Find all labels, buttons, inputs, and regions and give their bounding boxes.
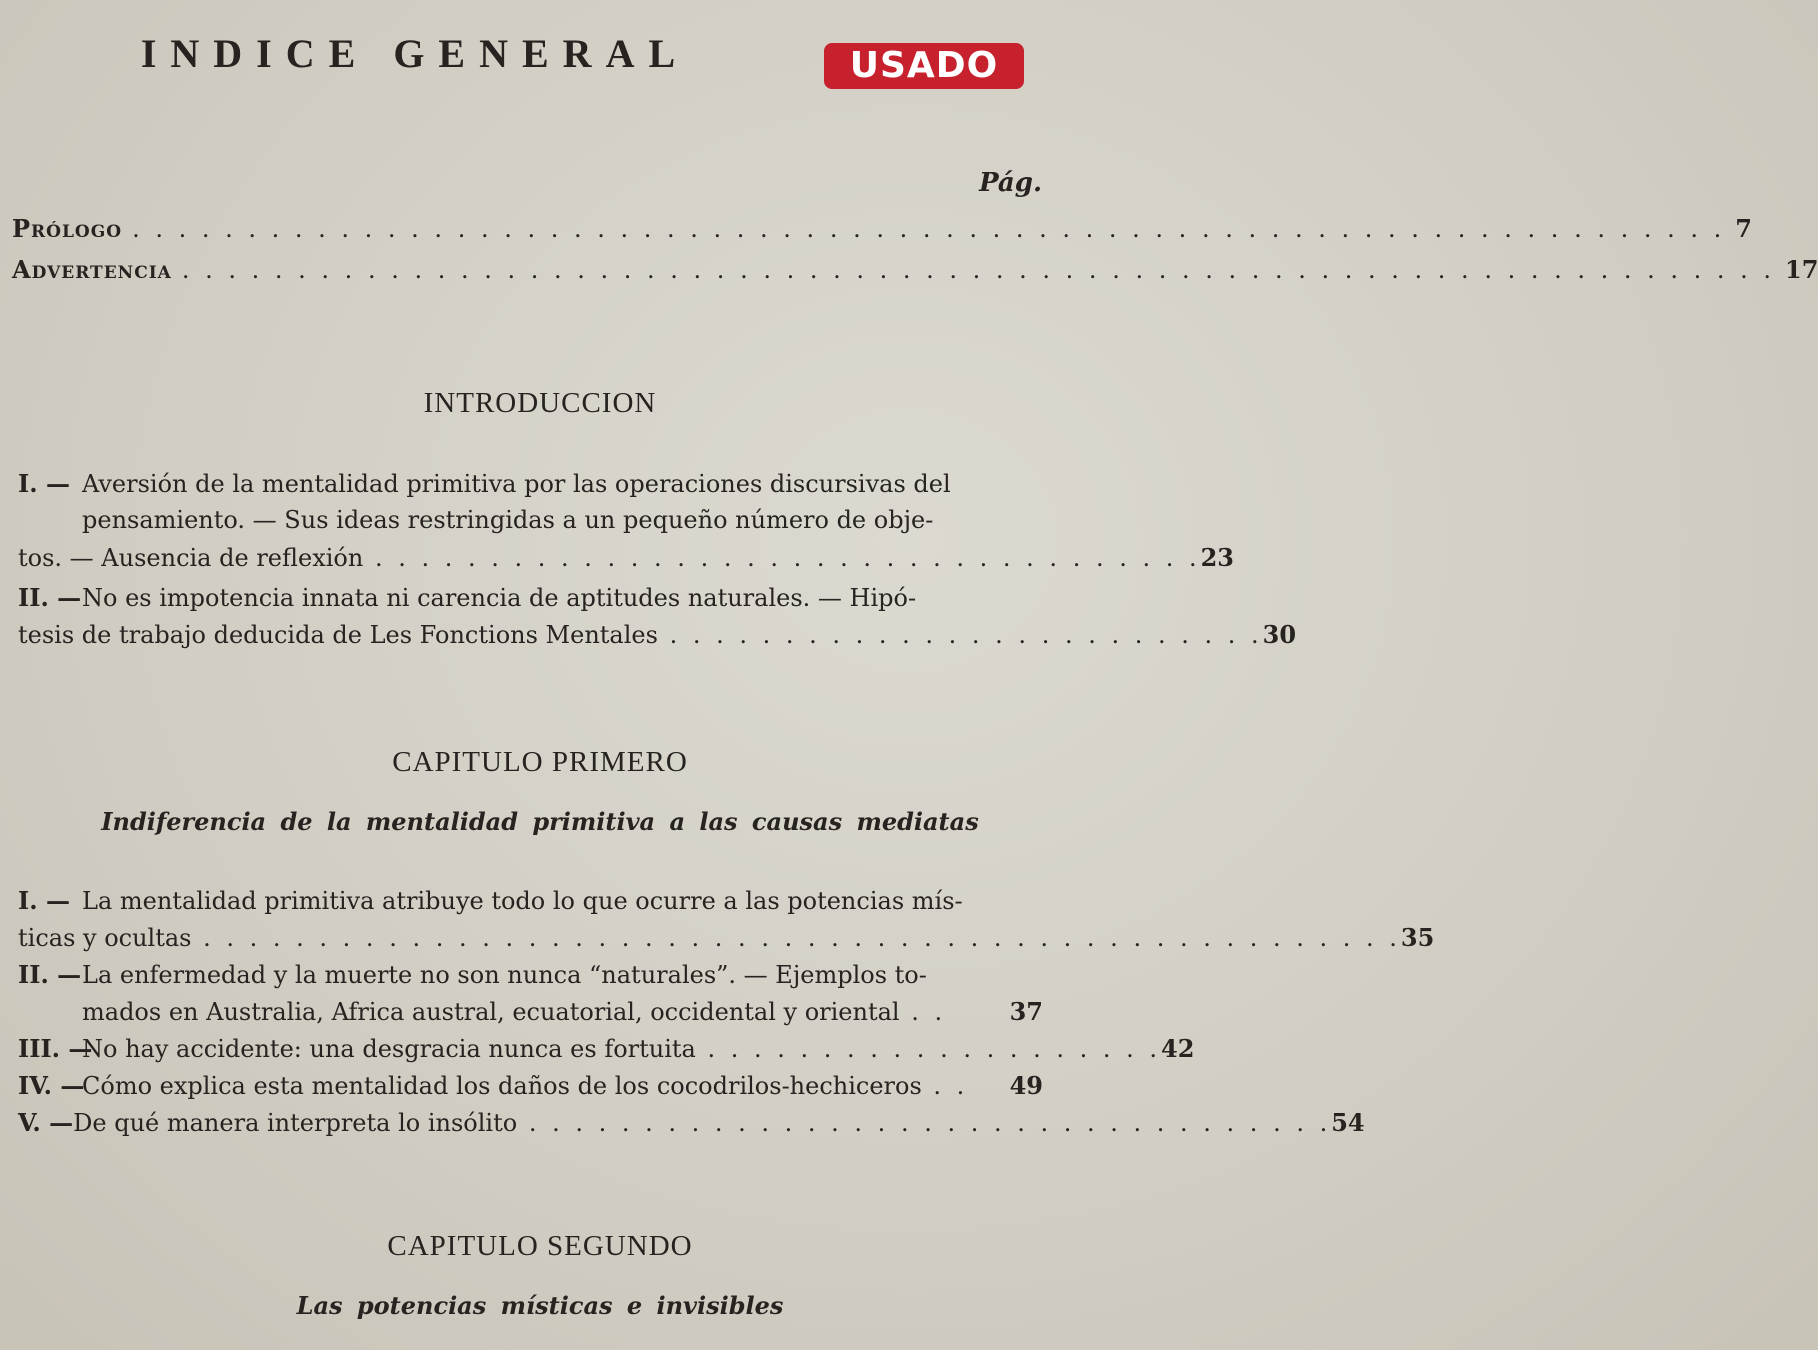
leader-dots: . . . . . . . . . . . . . . . . . . . . . . . . . . . . . . . . . . . [517, 1109, 1332, 1137]
entry-number: II. — [18, 583, 82, 612]
toc-entry [18, 1108, 1365, 1145]
leader-dots: . . [899, 998, 947, 1026]
toc-entry [18, 886, 1435, 960]
entry-text: No es impotencia innata ni carencia de aptitudes naturales. — Hipó- [82, 584, 917, 612]
entry-text: tesis de trabajo deducida de Les Fonctions Mentales [18, 621, 658, 649]
entry-page: 23 [1200, 543, 1235, 572]
entry-number: IV. — [18, 1071, 85, 1100]
entry-text: No hay accidente: una desgracia nunca es fortuita [82, 1035, 696, 1063]
section-heading-capitulo-primero: CAPITULO PRIMERO [392, 746, 688, 778]
toc-entry [18, 960, 1043, 1034]
entry-text: De qué manera interpreta lo insólito [73, 1109, 518, 1137]
entry-text: Cómo explica esta mentalidad los daños de los cocodrilos-hechiceros [82, 1072, 922, 1100]
toc-entry [18, 469, 1235, 580]
leader-dots: . . [921, 1072, 969, 1100]
entry-text: La mentalidad primitiva atribuye todo lo que ocurre a las potencias mís- [82, 887, 963, 915]
entry-page: 37 [1009, 997, 1043, 1026]
entry-text: mados en Australia, Africa austral, ecuatorial, occidental y oriental [82, 998, 900, 1026]
entry-text: ticas y ocultas [18, 924, 192, 952]
entry-text: La enfermedad y la muerte no son nunca “naturales”. — Ejemplos to- [82, 961, 927, 989]
chapter-subtitle: Indiferencia de la mentalidad primitiva a las causas mediatas [101, 807, 979, 836]
leader-dots: . . . . . . . . . . . . . . . . . . . . . . . . . . . . . . . . . . . . . . . . . . . . . . . . . . . . . . . . . . . . . . . . . . . . . [132, 215, 1726, 243]
entry-page: 30 [1262, 620, 1297, 649]
entry-text: tos. — Ausencia de reflexión [18, 544, 364, 572]
toc-page: 17 [1785, 255, 1818, 284]
toc-row-advertencia [12, 255, 1818, 284]
leader-dots: . . . . . . . . . . . . . . . . . . . . . . . . . . . . . . . . . . . . . . . . . . . . . . . . . . . . [191, 924, 1401, 952]
toc-entry [18, 1071, 1043, 1108]
toc-entry [18, 583, 1297, 657]
toc-page: 7 [1735, 214, 1752, 243]
entry-text: Aversión de la mentalidad primitiva por las operaciones discursivas del [82, 470, 951, 498]
leader-dots: . . . . . . . . . . . . . . . . . . . . . . . . . . . . . . . . . . . . [363, 544, 1201, 572]
section-heading-capitulo-segundo: CAPITULO SEGUNDO [387, 1230, 693, 1262]
entry-number: I. — [18, 469, 70, 498]
section-heading-introduccion: INTRODUCCION [423, 387, 657, 419]
entry-number: II. — [18, 960, 82, 989]
toc-row-prologo [12, 214, 1752, 243]
entry-text: pensamiento. — Sus ideas restringidas a un pequeño número de obje- [82, 506, 934, 534]
chapter-subtitle: Las potencias místicas e invisibles [296, 1291, 784, 1320]
entry-number: V. — [18, 1108, 74, 1137]
leader-dots: . . . . . . . . . . . . . . . . . . . . . . . . . . . . . . . . . . . . . . . . . . . . . . . . . . . . . . . . . . . . . . . . . . . . . [181, 256, 1776, 284]
toc-label: Prólogo [12, 214, 123, 243]
used-badge: USADO [824, 43, 1024, 89]
toc-label: Advertencia [12, 255, 172, 284]
entry-page: 49 [1009, 1071, 1043, 1100]
leader-dots: . . . . . . . . . . . . . . . . . . . . . . . . . . [657, 621, 1263, 649]
entry-page: 35 [1400, 923, 1435, 952]
toc-entry [18, 1034, 1195, 1071]
entry-page: 54 [1331, 1108, 1365, 1137]
entry-number: I. — [18, 886, 70, 915]
page-title: INDICE GENERAL [140, 31, 690, 76]
entry-page: 42 [1161, 1034, 1195, 1063]
leader-dots: . . . . . . . . . . . . . . . . . . . . [695, 1035, 1162, 1063]
entry-number: III. — [18, 1034, 93, 1063]
page-column-label: Pág. [979, 168, 1042, 198]
